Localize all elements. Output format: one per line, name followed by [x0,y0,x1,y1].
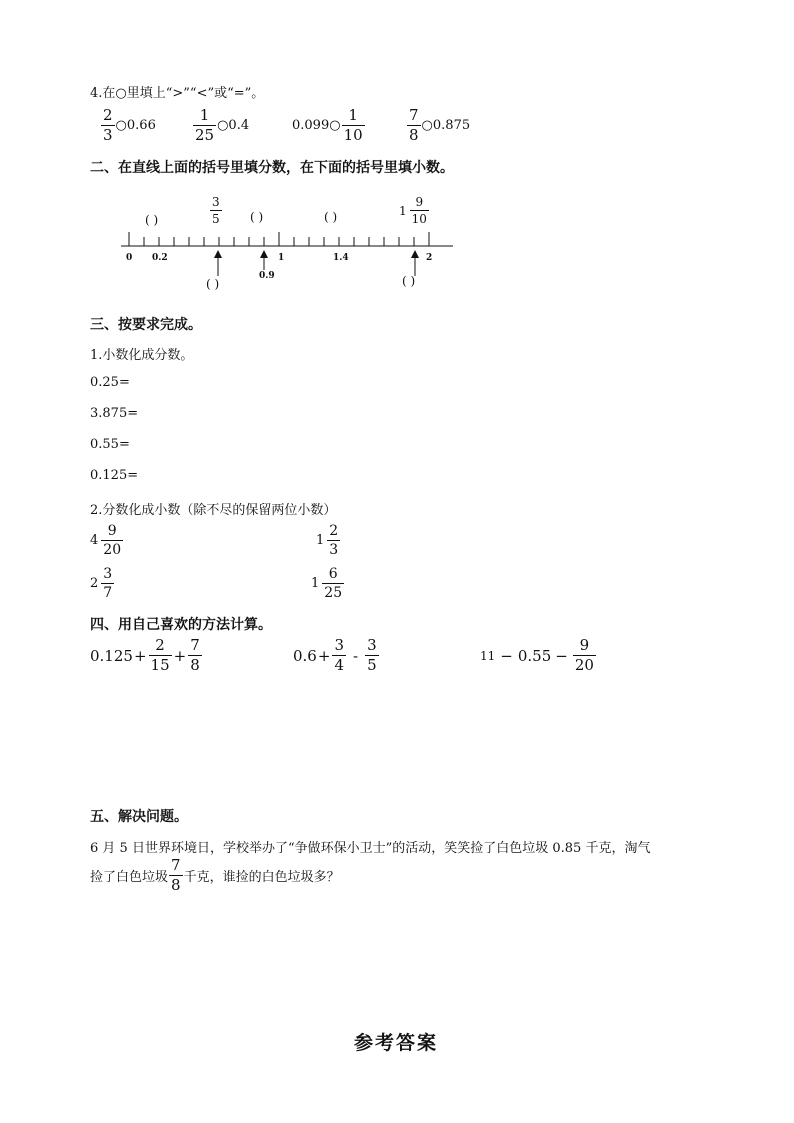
fraction: $\frac{2}{3}$ [103,106,113,144]
fraction: $\frac{1}{25}$ [195,106,215,144]
mixed-number-2: 1 $\frac{2}{3}$ [316,523,339,558]
decimal-item-2: 3.875= [90,406,139,421]
expression-1: 0.125 + $\frac{2}{15}$ + $\frac{7}{8}$ [90,636,200,674]
section-3-heading: 三、按要求完成。 [90,317,202,333]
tick-label-0-9: 0.9 [259,271,275,281]
top-paren-1: ( ) [145,213,159,227]
arrow-head [260,250,268,258]
q4-item-2: $\frac{1}{25}$ ○0.4 [195,106,250,144]
bottom-paren-2: ( ) [402,274,416,288]
section-5-heading: 五、解决问题。 [90,809,188,825]
arrow-head [214,250,222,258]
tick-label-1: 1 [278,253,285,263]
number-line [0,0,794,300]
q4-item-4: $\frac{7}{8}$ ○0.875 [409,106,471,144]
arrow-head [411,250,419,258]
problem-line-1: 6 月 5 日世界环境日，学校举办了“争做环保小卫士”的活动，笑笑捡了白色垃圾 0.85 千克，淘气 [90,841,651,856]
mixed-number-1: 4 $\frac{9}{20}$ [90,523,122,558]
top-mixed-number: 1 $\frac{9}{10}$ [399,195,427,226]
mixed-number-3: 2 $\frac{3}{7}$ [90,566,113,601]
tick-label-0: 0 [126,253,133,263]
sub-question-1: 1.小数化成分数。 [90,348,194,363]
mixed-number-4: 1 $\frac{6}{25}$ [311,566,343,601]
q4-item-3: 0.099○ $\frac{1}{10}$ [292,106,363,144]
tick-label-1-4: 1.4 [333,253,349,263]
bottom-paren-1: ( ) [206,277,220,291]
problem-line-2: 捡了白色垃圾 $\frac{7}{8}$ 千克，谁捡的白色垃圾多？ [90,856,340,894]
answer-title: 参考答案 [354,1032,439,1054]
fraction: $\frac{1}{10}$ [343,106,363,144]
q4-title: 4.在○里填上“>”“<”或“=”。 [90,86,265,101]
sub-question-2: 2.分数化成小数（除不尽的保留两位小数） [90,503,337,518]
expression-3: 11 − 0.55 − $\frac{9}{20}$ [480,636,594,674]
decimal-item-1: 0.25= [90,375,130,390]
section-4-heading: 四、用自己喜欢的方法计算。 [90,617,272,633]
decimal-item-3: 0.55= [90,437,130,452]
expression-2: 0.6 + $\frac{3}{4}$ - $\frac{3}{5}$ [293,636,377,674]
q4-item-1: $\frac{2}{3}$ ○0.66 [103,106,156,144]
top-fraction: $\frac{3}{5}$ [212,195,220,226]
decimal-item-4: 0.125= [90,468,139,483]
top-paren-2: ( ) [250,210,264,224]
section-2-heading: 二、在直线上面的括号里填分数，在下面的括号里填小数。 [90,160,454,176]
tick-label-2: 2 [426,253,433,263]
fraction: $\frac{7}{8}$ [409,106,419,144]
tick-label-0-2: 0.2 [152,253,168,263]
top-paren-3: ( ) [324,210,338,224]
number-line-ticks [129,232,429,246]
